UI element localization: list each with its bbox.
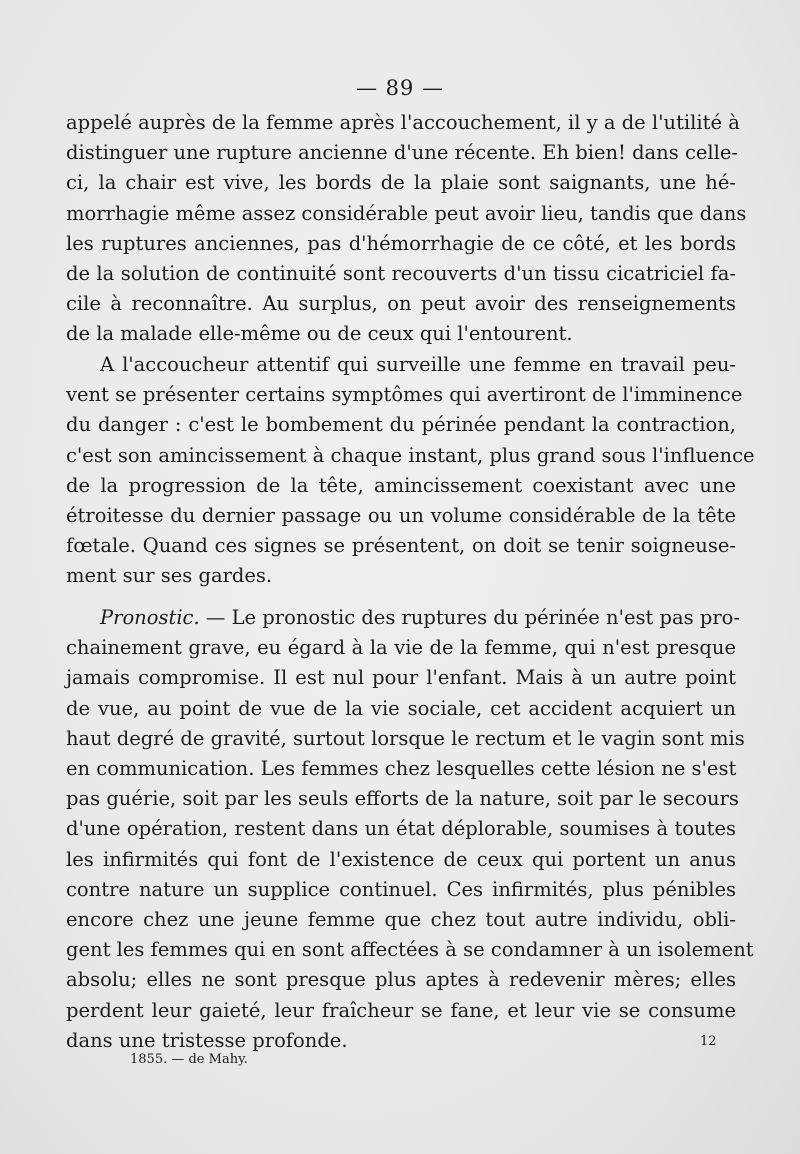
text-line: pas guérie, soit par les seuls efforts de la nature, soit par le secours xyxy=(66,787,739,811)
text-line: ment sur ses gardes. xyxy=(66,564,273,588)
text-line: de vue, au point de vue de la vie sociale, cet accident acquiert un xyxy=(66,696,736,720)
text-line: distinguer une rupture ancienne d'une récente. Eh bien! dans celle- xyxy=(66,141,739,165)
text-line: A l'accoucheur attentif qui surveille une femme en travail peu- xyxy=(100,353,736,376)
text-line: du danger : c'est le bombement du périnée pendant la contraction, xyxy=(66,413,736,437)
text-line: jamais compromise. Il est nul pour l'enfant. Mais à un autre point xyxy=(66,666,736,690)
text-line: haut degré de gravité, surtout lorsque le rectum et le vagin sont mis xyxy=(66,726,745,750)
text-line: de la malade elle-même ou de ceux qui l'entourent. xyxy=(66,322,573,346)
text-line: chainement grave, eu égard à la vie de la femme, qui n'est presque xyxy=(66,636,736,660)
text-line: de la progression de la tête, amincissement coexistant avec une xyxy=(66,473,736,497)
text-line: de la solution de continuité sont recouverts d'un tissu cicatriciel fa- xyxy=(66,262,736,286)
paragraph-2 xyxy=(66,350,755,592)
text-line: encore chez une jeune femme que chez tout autre individu, obli- xyxy=(66,908,736,932)
text-line: morrhagie même assez considérable peut avoir lieu, tandis que dans xyxy=(66,201,747,225)
text-line: les ruptures anciennes, pas d'hémorrhagie de ce côté, et les bords xyxy=(66,231,736,255)
text-line: ci, la chair est vive, les bords de la plaie sont saignants, une hé- xyxy=(66,171,736,195)
text-line: fœtale. Quand ces signes se présentent, on doit se tenir soigneuse- xyxy=(66,534,736,558)
text-line: vent se présenter certains symptômes qui avertiront de l'imminence xyxy=(66,383,743,407)
text-line: étroitesse du dernier passage ou un volume considérable de la tête xyxy=(66,504,736,528)
section-heading: Pronostic. xyxy=(100,606,200,629)
text-line: gent les femmes qui en sont affectées à se condamner à un isolement xyxy=(66,938,754,962)
text-line: contre nature un supplice continuel. Ces infirmités, plus pénibles xyxy=(66,877,736,901)
text-line: c'est son amincissement à chaque instant, plus grand sous l'influence xyxy=(66,443,755,467)
text-line: absolu; elles ne sont presque plus aptes à redevenir mères; elles xyxy=(66,968,736,992)
page-number: — 89 — xyxy=(355,76,445,100)
paragraph-3 xyxy=(66,603,754,1056)
signature-note: 1855. — de Mahy. xyxy=(130,1052,248,1067)
text-line: en communication. Les femmes chez lesquelles cette lésion ne s'est xyxy=(66,757,737,781)
text-line: — Le pronostic des ruptures du périnée n'est pas pro- xyxy=(199,606,740,629)
paragraph-1 xyxy=(66,108,747,350)
text-line: perdent leur gaieté, leur fraîcheur se fane, et leur vie se consume xyxy=(66,998,736,1022)
text-line-with-heading xyxy=(66,603,740,633)
text-line: cile à reconnaître. Au surplus, on peut avoir des renseignements xyxy=(66,292,736,316)
signature-number: 12 xyxy=(700,1034,717,1049)
text-line: appelé auprès de la femme après l'accouchement, il y a de l'utilité à xyxy=(66,111,740,134)
text-line: les infirmités qui font de l'existence de ceux qui portent un anus xyxy=(66,847,736,871)
text-line: d'une opération, restent dans un état déplorable, soumises à toutes xyxy=(66,817,736,841)
text-line: dans une tristesse profonde. xyxy=(66,1028,348,1052)
